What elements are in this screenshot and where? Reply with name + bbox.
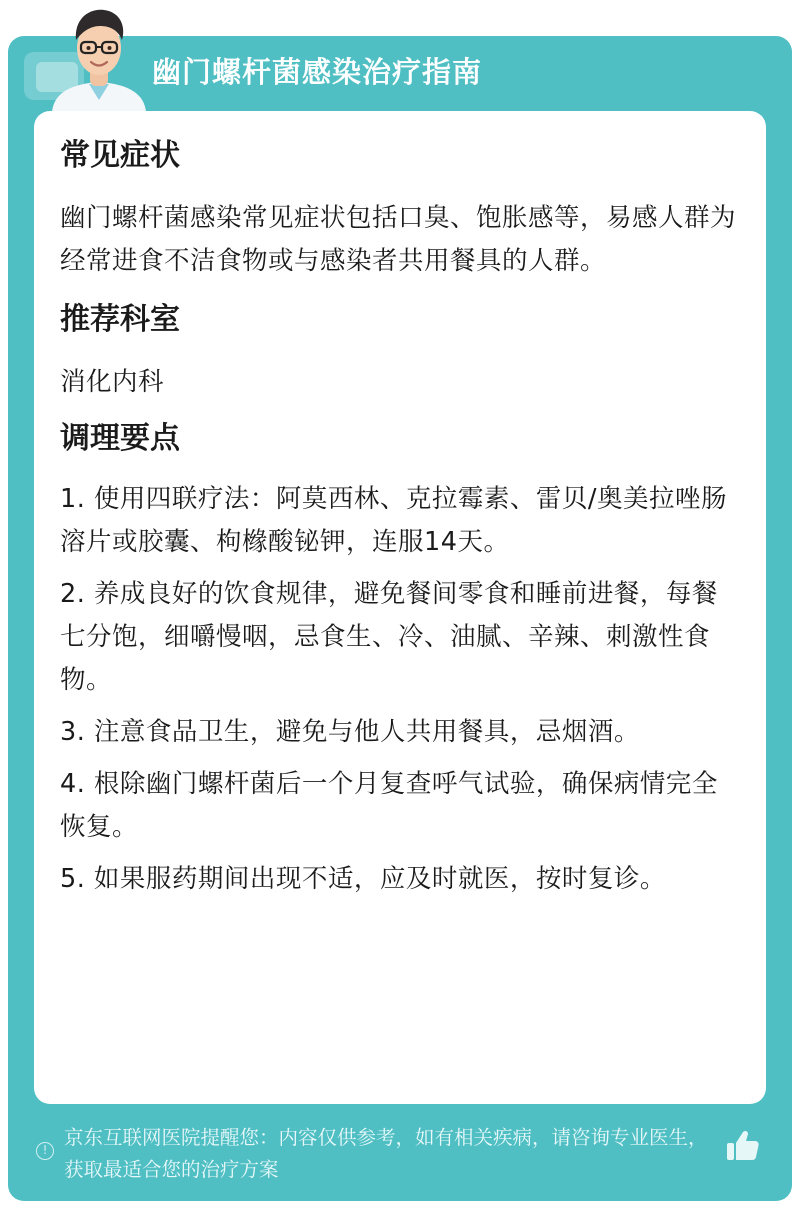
- care-item: 3. 注意食品卫生，避免与他人共用餐具，忌烟酒。: [60, 717, 640, 747]
- section-title-care: 调理要点: [60, 421, 180, 456]
- care-item: 5. 如果服药期间出现不适，应及时就医，按时复诊。: [60, 864, 666, 894]
- content-card: [34, 111, 766, 1104]
- care-item: 1. 使用四联疗法：阿莫西林、克拉霉素、雷贝/奥美拉唑肠溶片或胶囊、枸橼酸铋钾，连服14天。: [60, 484, 728, 557]
- care-item: 4. 根除幽门螺杆菌后一个月复查呼气试验，确保病情完全恢复。: [60, 769, 718, 842]
- care-item: 2. 养成良好的饮食规律，避免餐间零食和睡前进餐，每餐七分饱，细嚼慢咽，忌食生、冷、油腻、辛辣、刺激性食物。: [60, 579, 718, 695]
- care-list: [60, 478, 740, 901]
- thumbs-up-icon[interactable]: [724, 1128, 760, 1164]
- section-title-department: 推荐科室: [60, 302, 180, 337]
- symptoms-text: 幽门螺杆菌感染常见症状包括口臭、饱胀感等，易感人群为经常进食不洁食物或与感染者共用餐具的人群。: [60, 203, 737, 276]
- doctor-avatar: [44, 0, 154, 112]
- footer-disclaimer: [36, 1122, 736, 1186]
- page-title: 幽门螺杆菌感染治疗指南: [152, 55, 483, 89]
- section-title-symptoms: 常见症状: [60, 138, 180, 173]
- info-icon: !: [36, 1142, 54, 1160]
- disclaimer-text: 京东互联网医院提醒您：内容仅供参考，如有相关疾病，请咨询专业医生，获取最适合您的治疗方案: [64, 1126, 708, 1181]
- department-text: 消化内科: [60, 367, 165, 397]
